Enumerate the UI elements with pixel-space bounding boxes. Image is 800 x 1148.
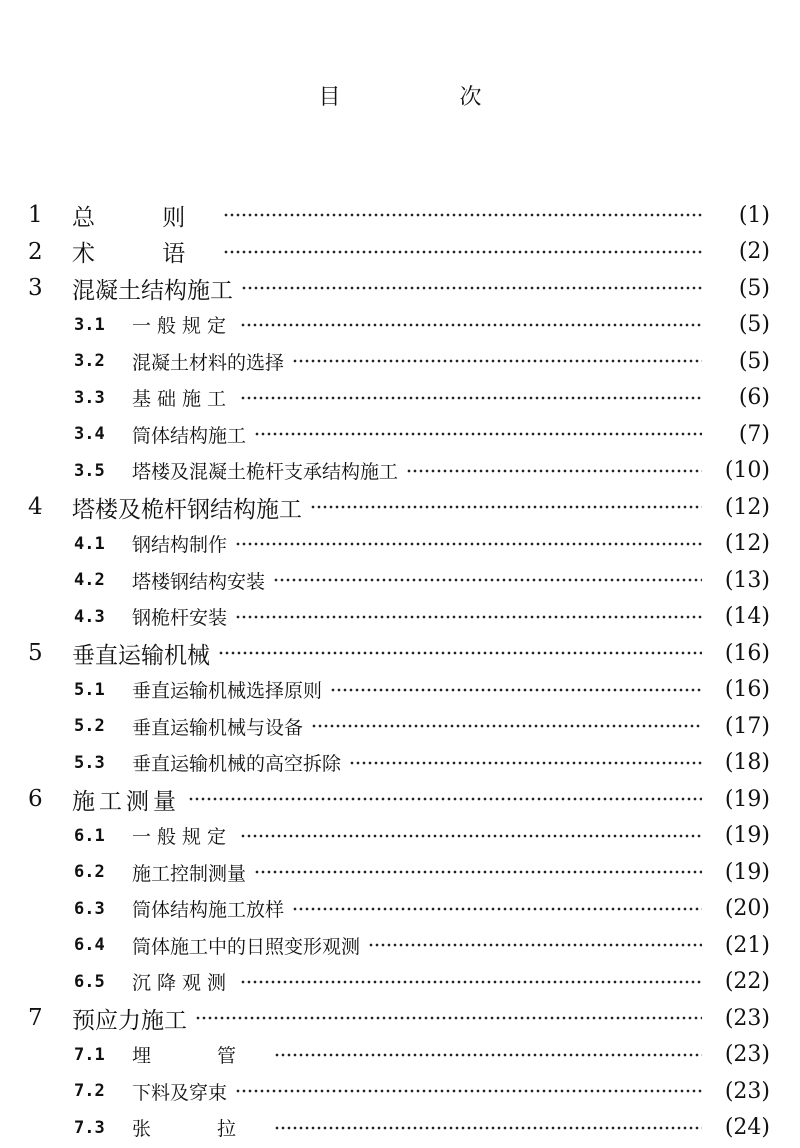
toc-entry-title: 张 拉 [132, 1118, 267, 1141]
toc-entry-title: 埋 管 [132, 1045, 267, 1068]
dot-leader [235, 542, 702, 546]
dot-leader [368, 943, 702, 947]
toc-entry-number: 6.5 [74, 971, 105, 992]
toc-entry-section-4-1[interactable] [0, 526, 800, 563]
toc-entry-number: 5.2 [74, 716, 105, 737]
toc-entry-page: (2) [738, 239, 770, 265]
toc-entry-page: (1) [738, 202, 770, 228]
toc-entry-number: 6.4 [74, 935, 105, 956]
toc-entry-number: 4.3 [74, 606, 105, 627]
toc-entry-page: (23) [724, 1078, 770, 1104]
toc-entry-title: 预应力施工 [72, 1007, 187, 1034]
toc-entry-page: (20) [724, 896, 770, 922]
toc-entry-title: 筒体结构施工放样 [132, 899, 285, 922]
toc-entry-section-6-4[interactable] [0, 927, 800, 964]
toc-entry-number: 4.2 [74, 570, 105, 591]
toc-entry-page: (17) [724, 713, 770, 739]
toc-entry-page: (16) [724, 640, 770, 666]
toc-entry-page: (5) [738, 275, 770, 301]
toc-entry-title: 垂直运输机械的高空拆除 [132, 753, 342, 776]
toc-entry-number: 3.5 [74, 460, 105, 481]
toc-entry-title: 垂直运输机械与设备 [132, 716, 304, 739]
toc-entry-page: (21) [724, 932, 770, 958]
toc-entry-section-6-3[interactable] [0, 891, 800, 928]
dot-leader [235, 615, 702, 619]
toc-entry-page: (18) [724, 750, 770, 776]
toc-entry-page: (19) [724, 823, 770, 849]
dot-leader [188, 797, 702, 801]
dot-leader [240, 834, 702, 838]
dot-leader [240, 980, 702, 984]
dot-leader [195, 1016, 702, 1020]
toc-entry-title: 塔楼及桅杆钢结构施工 [72, 496, 302, 523]
toc-entry-number: 7.1 [74, 1044, 105, 1065]
toc-entry-chapter-6[interactable] [0, 781, 800, 818]
dot-leader [223, 213, 702, 217]
toc-entry-title: 塔楼钢结构安装 [132, 570, 266, 593]
dot-leader [406, 469, 702, 473]
toc-entry-title: 钢结构制作 [132, 534, 228, 557]
toc-entry-page: (19) [724, 859, 770, 885]
dot-leader [273, 578, 702, 582]
toc-entry-page: (5) [738, 312, 770, 338]
toc-entry-section-6-5[interactable] [0, 964, 800, 1001]
page-title: 目 次 [318, 85, 538, 110]
table-of-contents [0, 197, 800, 1146]
toc-entry-section-5-3[interactable] [0, 745, 800, 782]
toc-entry-section-3-5[interactable] [0, 453, 800, 490]
toc-entry-chapter-7[interactable] [0, 1000, 800, 1037]
toc-entry-title: 术 语 [72, 241, 216, 268]
dot-leader [223, 250, 702, 254]
toc-entry-page: (7) [738, 421, 770, 447]
toc-entry-chapter-2[interactable] [0, 234, 800, 271]
toc-entry-title: 沉降观测 [132, 972, 233, 995]
toc-entry-title: 基础施工 [132, 388, 233, 411]
dot-leader [240, 323, 702, 327]
toc-entry-section-6-1[interactable] [0, 818, 800, 855]
toc-entry-page: (19) [724, 786, 770, 812]
toc-entry-number: 5.1 [74, 679, 105, 700]
dot-leader [235, 1089, 702, 1093]
dot-leader [274, 1126, 702, 1130]
dot-leader [310, 505, 702, 509]
toc-entry-title: 一般规定 [132, 315, 233, 338]
toc-entry-title: 混凝土结构施工 [72, 277, 233, 304]
toc-entry-section-6-2[interactable] [0, 854, 800, 891]
toc-entry-page: (12) [724, 494, 770, 520]
toc-entry-section-7-1[interactable] [0, 1037, 800, 1074]
toc-entry-title: 塔楼及混凝土桅杆支承结构施工 [132, 461, 399, 484]
toc-entry-number: 1 [28, 202, 43, 229]
dot-leader [349, 761, 702, 765]
dot-leader [311, 724, 702, 728]
toc-entry-title: 一般规定 [132, 826, 233, 849]
dot-leader [292, 359, 702, 363]
dot-leader [254, 870, 702, 874]
toc-entry-section-4-2[interactable] [0, 562, 800, 599]
toc-entry-section-5-1[interactable] [0, 672, 800, 709]
toc-entry-title: 总 则 [72, 204, 216, 231]
toc-entry-number: 3.3 [74, 387, 105, 408]
toc-entry-number: 7 [28, 1005, 43, 1032]
toc-entry-number: 3.1 [74, 314, 105, 335]
toc-entry-page: (10) [724, 458, 770, 484]
dot-leader [241, 286, 702, 290]
toc-entry-number: 6.1 [74, 825, 105, 846]
toc-entry-number: 6.3 [74, 898, 105, 919]
toc-entry-number: 3.2 [74, 351, 105, 372]
toc-entry-page: (24) [724, 1115, 770, 1141]
toc-entry-section-3-2[interactable] [0, 343, 800, 380]
toc-entry-section-5-2[interactable] [0, 708, 800, 745]
dot-leader [240, 396, 702, 400]
toc-entry-page: (6) [738, 385, 770, 411]
toc-entry-title: 施工测量 [72, 788, 180, 815]
toc-entry-section-4-3[interactable] [0, 599, 800, 636]
toc-entry-page: (22) [724, 969, 770, 995]
toc-entry-section-3-4[interactable] [0, 416, 800, 453]
dot-leader [218, 651, 702, 655]
toc-entry-page: (5) [738, 348, 770, 374]
toc-entry-page: (16) [724, 677, 770, 703]
toc-entry-chapter-3[interactable] [0, 270, 800, 307]
toc-entry-chapter-4[interactable] [0, 489, 800, 526]
toc-entry-number: 4 [28, 494, 43, 521]
toc-entry-section-7-3[interactable] [0, 1110, 800, 1147]
toc-entry-section-3-1[interactable] [0, 307, 800, 344]
toc-entry-number: 7.2 [74, 1081, 105, 1102]
dot-leader [274, 1053, 702, 1057]
toc-entry-title: 混凝土材料的选择 [132, 351, 285, 374]
toc-entry-chapter-1[interactable] [0, 197, 800, 234]
toc-entry-page: (14) [724, 604, 770, 630]
dot-leader [292, 907, 702, 911]
toc-entry-number: 4.1 [74, 533, 105, 554]
dot-leader [330, 688, 702, 692]
toc-entry-section-7-2[interactable] [0, 1073, 800, 1110]
toc-entry-number: 7.3 [74, 1117, 105, 1138]
toc-entry-chapter-5[interactable] [0, 635, 800, 672]
toc-entry-number: 3.4 [74, 424, 105, 445]
toc-entry-number: 3 [28, 275, 43, 302]
toc-entry-page: (12) [724, 531, 770, 557]
toc-entry-title: 筒体结构施工 [132, 424, 247, 447]
toc-entry-number: 2 [28, 238, 43, 265]
toc-entry-page: (23) [724, 1042, 770, 1068]
toc-entry-number: 5.3 [74, 752, 105, 773]
toc-entry-number: 6.2 [74, 862, 105, 883]
toc-entry-page: (23) [724, 1005, 770, 1031]
dot-leader [254, 432, 702, 436]
toc-entry-page: (13) [724, 567, 770, 593]
toc-entry-number: 6 [28, 786, 43, 813]
toc-entry-number: 5 [28, 640, 43, 667]
toc-entry-title: 筒体施工中的日照变形观测 [132, 935, 361, 958]
toc-entry-title: 下料及穿束 [132, 1081, 228, 1104]
toc-entry-title: 钢桅杆安装 [132, 607, 228, 630]
toc-entry-title: 垂直运输机械选择原则 [132, 680, 323, 703]
toc-entry-title: 垂直运输机械 [72, 642, 210, 669]
toc-entry-title: 施工控制测量 [132, 862, 247, 885]
toc-entry-section-3-3[interactable] [0, 380, 800, 417]
